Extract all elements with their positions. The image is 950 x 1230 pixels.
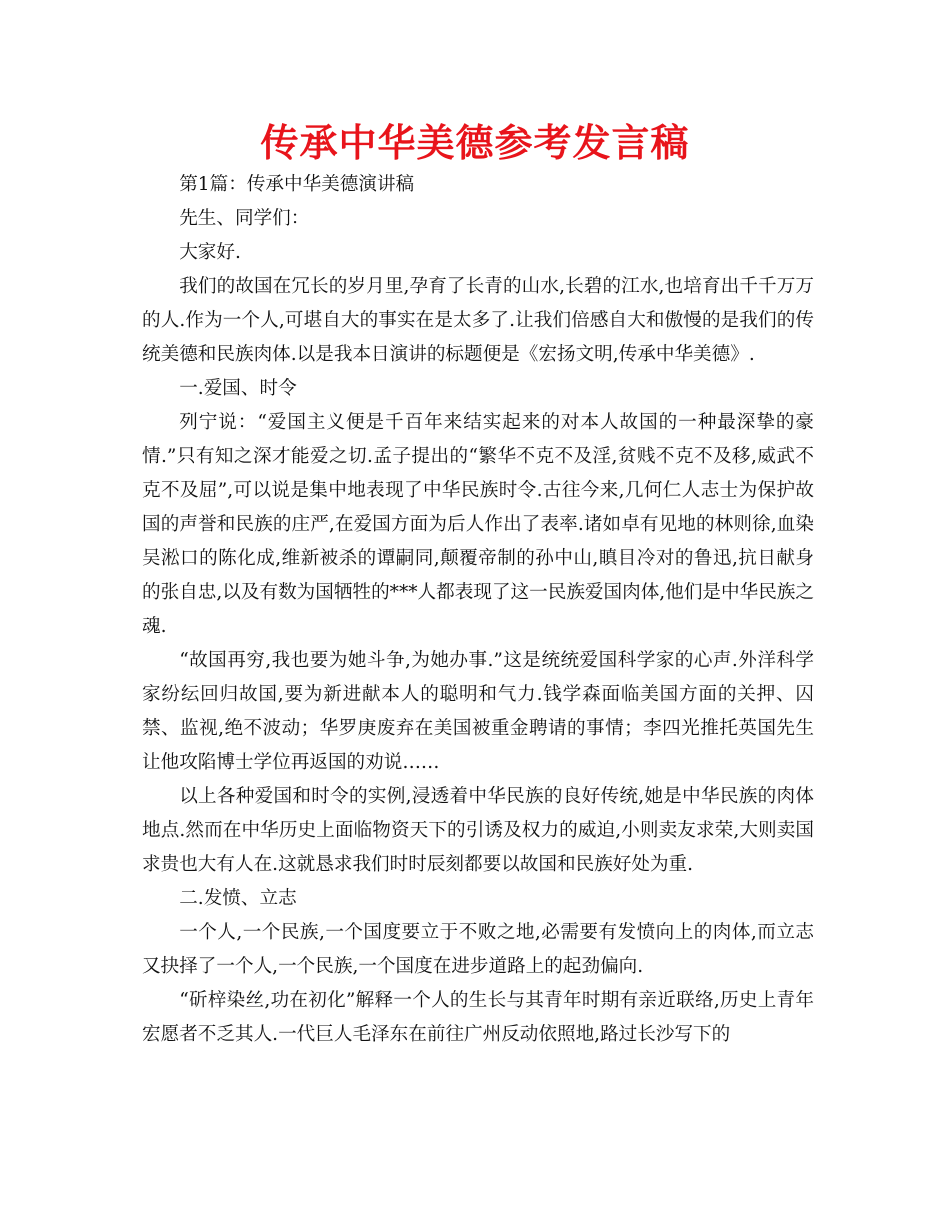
paragraph: 我们的故国在冗长的岁月里,孕育了长青的山水,长碧的江水,也培育出千千万万的人.作为一个人,可堪自大的事实在是太多了.让我们倍感自大和傲慢的是我们的传统美德和民族肉体.以是我本日演讲的标题便是《宏扬文明,传承中华美德》. [142,276,814,365]
document-title: 传承中华美德参考发言稿 [260,121,690,165]
paragraph: 一个人,一个民族,一个国度要立于不败之地,必需要有发愤向上的肉体,而立志又抉择了一个人,一个民族,一个国度在进步道路上的起劲偏向. [142,922,814,977]
paragraph: 列宁说：“爱国主义便是千百年来结实起来的对本人故国的一种最深挚的豪情.”只有知之深才能爱之切.孟子提出的“繁华不克不及淫,贫贱不克不及移,威武不克不及屈”,可以说是集中地表现了中华民族时令.古往今来,几何仁人志士为保护故国的声誉和民族的庄严,在爱国方面为后人作出了表率.诸如卓有见地的林则徐,血染吴淞口的陈化成,维新被杀的谭嗣同,颠覆帝制的孙中山,瞋目冷对的鲁迅,抗日献身的张自忠,以及有数为国牺牲的***人都表现了这一民族爱国肉体,他们是中华民族之魂. [142,412,814,637]
paragraph: “故国再穷,我也要为她斗争,为她办事.”这是统统爱国科学家的心声.外洋科学家纷纭回归故国,要为新进献本人的聪明和气力.钱学森面临美国方面的关押、囚禁、监视,绝不波动；华罗庚废弃在美国被重金聘请的事情；李四光推托英国先生让他攻陷博士学位再返国的劝说…… [142,650,814,773]
subsection-heading: 一.爱国、时令 [179,378,297,399]
subsection-heading: 二.发愤、立志 [179,888,297,909]
paragraph: 以上各种爱国和时令的实例,浸透着中华民族的良好传统,她是中华民族的肉体地点.然而在中华历史上面临物资天下的引诱及权力的威迫,小则卖友求荣,大则卖国求贵也大有人在.这就恳求我们时时辰刻都要以故国和民族好处为重. [142,786,814,875]
paragraph: “斫梓染丝,功在初化”解释一个人的生长与其青年时期有亲近联络,历史上青年宏愿者不乏其人.一代巨人毛泽东在前往广州反动依照地,路过长沙写下的 [142,990,814,1045]
greeting: 大家好. [179,242,241,263]
salutation: 先生、同学们： [179,208,310,229]
document-body [142,168,814,1052]
section-heading: 第1篇：传承中华美德演讲稿 [179,174,415,195]
